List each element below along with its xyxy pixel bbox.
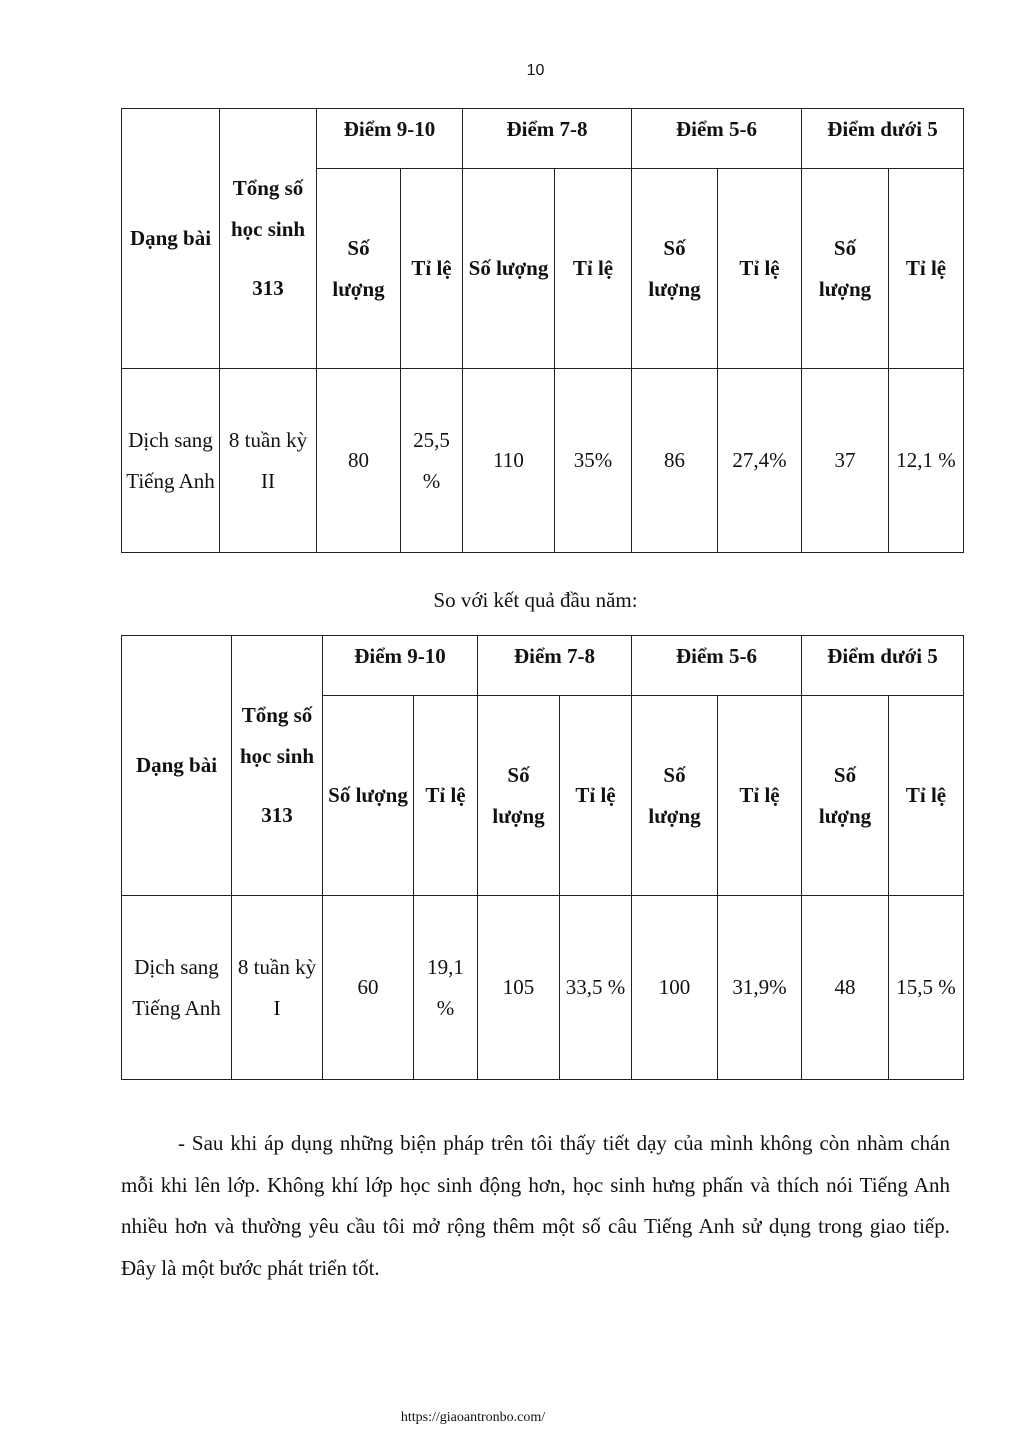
cell-value: 15,5 % (889, 896, 964, 1080)
header-dang-bai: Dạng bài (122, 109, 220, 369)
cell-value: 25,5 % (401, 369, 463, 553)
cell-value: 86 (632, 369, 718, 553)
header-so-luong: Số lượng (317, 169, 401, 369)
cell-value: 31,9% (718, 896, 802, 1080)
cell-value: 60 (323, 896, 414, 1080)
header-ti-le: Tỉ lệ (718, 169, 802, 369)
header-group: Điểm 5-6 (632, 636, 802, 696)
results-table-term-2 (121, 108, 964, 553)
header-group: Điểm 9-10 (323, 636, 478, 696)
header-dang-bai: Dạng bài (122, 636, 232, 896)
header-ti-le: Tỉ lệ (414, 696, 478, 896)
cell-period: 8 tuần kỳ I (232, 896, 323, 1080)
header-so-luong: Số lượng (478, 696, 560, 896)
cell-value: 37 (802, 369, 889, 553)
cell-value: 19,1 % (414, 896, 478, 1080)
header-so-luong: Số lượng (802, 696, 889, 896)
conclusion-paragraph: - Sau khi áp dụng những biện pháp trên tôi thấy tiết dạy của mình không còn nhàm chán mỗi khi lên lớp. Không khí lớp học sinh động hơn, học sinh hưng phấn và thích nói Tiếng Anh nhiều hơn và thường yêu cầu tôi mở rộng thêm một số câu Tiếng Anh sử dụng trong giao tiếp. Đây là một bước phát triển tốt. (121, 1131, 950, 1280)
cell-value: 105 (478, 896, 560, 1080)
cell-value: 48 (802, 896, 889, 1080)
header-group: Điểm 7-8 (478, 636, 632, 696)
header-group: Điểm 5-6 (632, 109, 802, 169)
header-ti-le: Tỉ lệ (555, 169, 632, 369)
page-number: 10 (526, 62, 545, 79)
cell-value: 35% (555, 369, 632, 553)
header-group: Điểm 9-10 (317, 109, 463, 169)
cell-dang-bai: Dịch sang Tiếng Anh (122, 896, 232, 1080)
header-so-luong: Số lượng (463, 169, 555, 369)
header-group: Điểm dưới 5 (802, 109, 964, 169)
header-total: 313 (252, 276, 284, 300)
cell-value: 110 (463, 369, 555, 553)
cell-value: 80 (317, 369, 401, 553)
cell-period: 8 tuần kỳ II (220, 369, 317, 553)
cell-value: 12,1 % (889, 369, 964, 553)
cell-value: 100 (632, 896, 718, 1080)
header-ti-le: Tỉ lệ (889, 696, 964, 896)
header-group: Điểm dưới 5 (802, 636, 964, 696)
header-ti-le: Tỉ lệ (718, 696, 802, 896)
header-so-luong: Số lượng (323, 696, 414, 896)
table-row (122, 369, 964, 553)
header-tong-so-label: Tổng số học sinh (239, 703, 315, 768)
cell-value: 27,4% (718, 369, 802, 553)
footer-url[interactable]: https://giaoantronbo.com/ (400, 1410, 546, 1425)
header-tong-so-label: Tổng số học sinh (230, 176, 306, 241)
table-caption: So với kết quả đầu năm: (433, 588, 638, 612)
header-tong-so (220, 109, 317, 369)
results-table-term-1 (121, 635, 964, 1080)
header-ti-le: Tỉ lệ (401, 169, 463, 369)
header-so-luong: Số lượng (802, 169, 889, 369)
table-row (122, 896, 964, 1080)
header-total: 313 (261, 803, 293, 827)
header-so-luong: Số lượng (632, 696, 718, 896)
header-tong-so (232, 636, 323, 896)
header-group: Điểm 7-8 (463, 109, 632, 169)
cell-dang-bai: Dịch sang Tiếng Anh (122, 369, 220, 553)
cell-value: 33,5 % (560, 896, 632, 1080)
header-ti-le: Tỉ lệ (560, 696, 632, 896)
header-ti-le: Tỉ lệ (889, 169, 964, 369)
header-so-luong: Số lượng (632, 169, 718, 369)
